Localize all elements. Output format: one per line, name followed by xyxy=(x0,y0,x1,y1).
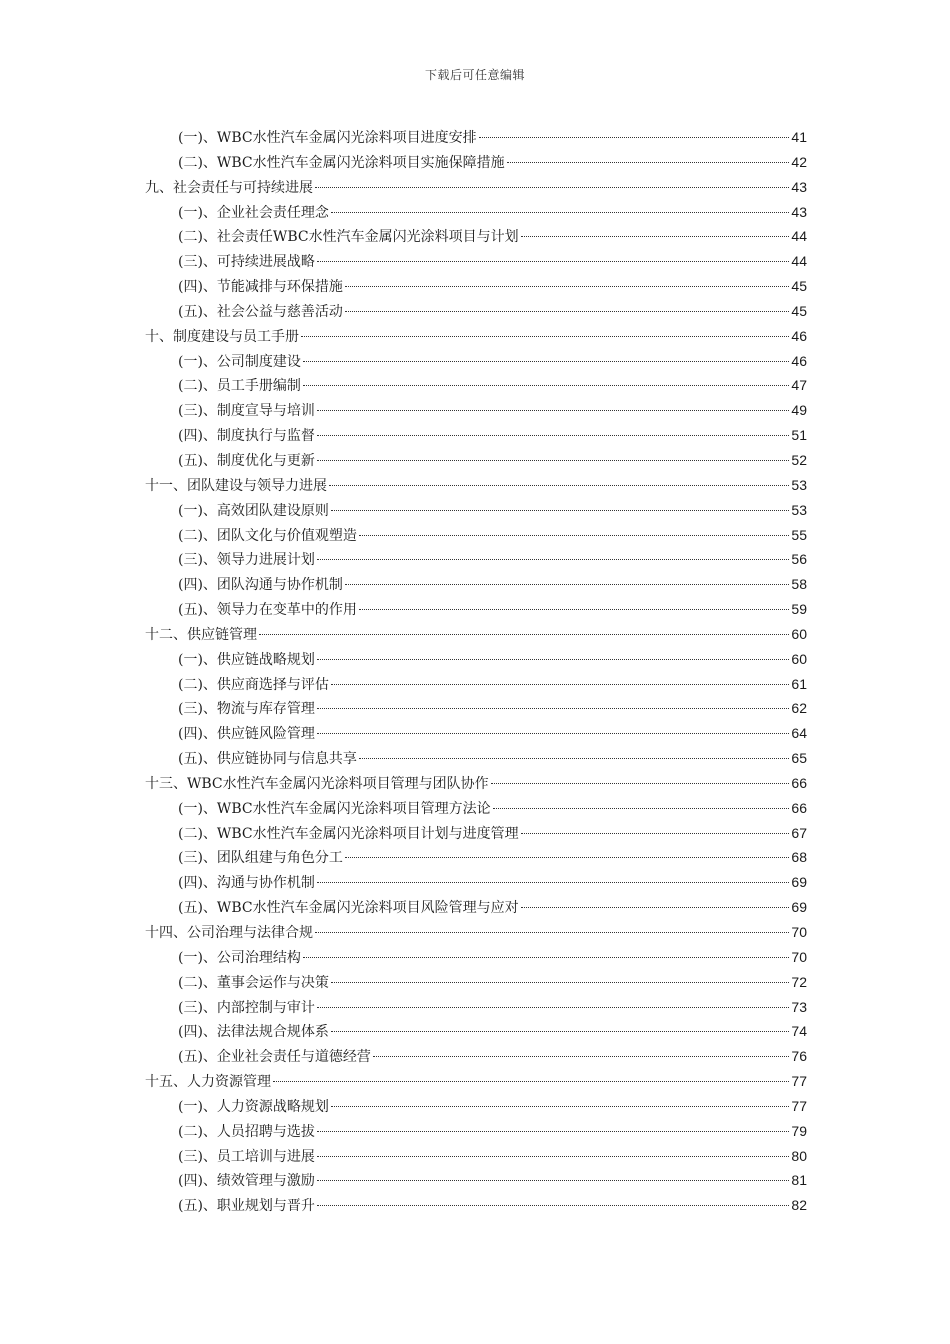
toc-section-entry[interactable] xyxy=(145,647,807,672)
toc-page-number: 44 xyxy=(791,253,807,270)
toc-entry-title: (四)、法律法规合规体系 xyxy=(178,1024,329,1041)
toc-dot-leader xyxy=(521,907,790,908)
toc-page-number: 60 xyxy=(791,625,807,642)
toc-entry-title: (五)、制度优化与更新 xyxy=(178,452,315,469)
toc-entry-title: (一)、企业社会责任理念 xyxy=(178,204,329,221)
toc-page-number: 64 xyxy=(791,725,807,742)
toc-entry-title: (四)、绩效管理与激励 xyxy=(178,1173,315,1190)
toc-entry-title: (四)、制度执行与监督 xyxy=(178,428,315,445)
toc-dot-leader xyxy=(315,932,789,933)
toc-page-number: 46 xyxy=(791,352,807,369)
toc-section-entry[interactable] xyxy=(145,398,807,423)
toc-page-number: 62 xyxy=(791,700,807,717)
toc-entry-title: 九、社会责任与可持续进展 xyxy=(145,179,313,196)
toc-entry-title: (三)、可持续进展战略 xyxy=(178,254,315,271)
toc-dot-leader xyxy=(317,882,789,883)
toc-entry-title: (三)、物流与库存管理 xyxy=(178,701,315,718)
toc-dot-leader xyxy=(317,1180,789,1181)
toc-page-number: 46 xyxy=(791,327,807,344)
toc-page-number: 58 xyxy=(791,576,807,593)
toc-entry-title: (一)、WBC水性汽车金属闪光涂料项目管理方法论 xyxy=(178,800,491,817)
toc-dot-leader xyxy=(317,1007,789,1008)
toc-page-number: 77 xyxy=(791,1073,807,1090)
toc-page-number: 49 xyxy=(791,402,807,419)
toc-entry-title: (四)、团队沟通与协作机制 xyxy=(178,577,343,594)
toc-section-entry[interactable] xyxy=(145,721,807,746)
toc-dot-leader xyxy=(521,833,790,834)
toc-entry-title: (五)、供应链协同与信息共享 xyxy=(178,751,357,768)
toc-section-entry[interactable] xyxy=(145,672,807,697)
toc-chapter-entry[interactable] xyxy=(145,473,807,498)
toc-entry-title: (四)、沟通与协作机制 xyxy=(178,875,315,892)
toc-entry-title: (二)、WBC水性汽车金属闪光涂料项目计划与进度管理 xyxy=(178,825,519,842)
toc-entry-title: (一)、供应链战略规划 xyxy=(178,651,315,668)
toc-page-number: 45 xyxy=(791,302,807,319)
toc-dot-leader xyxy=(301,336,789,337)
toc-page-number: 67 xyxy=(791,824,807,841)
toc-dot-leader xyxy=(317,261,789,262)
toc-section-entry[interactable] xyxy=(145,870,807,895)
toc-section-entry[interactable] xyxy=(145,895,807,920)
toc-entry-title: (二)、员工手册编制 xyxy=(178,378,301,395)
toc-chapter-entry[interactable] xyxy=(145,175,807,200)
toc-section-entry[interactable] xyxy=(145,1144,807,1169)
toc-page-number: 70 xyxy=(791,948,807,965)
toc-page-number: 73 xyxy=(791,998,807,1015)
toc-section-entry[interactable] xyxy=(145,448,807,473)
toc-chapter-entry[interactable] xyxy=(145,622,807,647)
toc-dot-leader xyxy=(317,559,789,560)
toc-entry-title: 十、制度建设与员工手册 xyxy=(145,328,299,345)
table-of-contents xyxy=(145,125,807,1218)
toc-entry-title: (五)、社会公益与慈善活动 xyxy=(178,303,343,320)
toc-section-entry[interactable] xyxy=(145,249,807,274)
toc-page-number: 41 xyxy=(791,129,807,145)
toc-entry-title: (五)、WBC水性汽车金属闪光涂料项目风险管理与应对 xyxy=(178,900,519,917)
toc-dot-leader xyxy=(331,684,789,685)
toc-entry-title: (一)、高效团队建设原则 xyxy=(178,502,329,519)
toc-dot-leader xyxy=(317,410,789,411)
toc-page-number: 82 xyxy=(791,1197,807,1214)
toc-section-entry[interactable] xyxy=(145,423,807,448)
toc-page-number: 66 xyxy=(791,774,807,791)
toc-section-entry[interactable] xyxy=(145,373,807,398)
toc-dot-leader xyxy=(331,510,789,511)
toc-section-entry[interactable] xyxy=(145,845,807,870)
toc-section-entry[interactable] xyxy=(145,1193,807,1218)
toc-dot-leader xyxy=(345,286,789,287)
toc-section-entry[interactable] xyxy=(145,995,807,1020)
toc-page-number: 74 xyxy=(791,1023,807,1040)
toc-entry-title: (一)、公司治理结构 xyxy=(178,949,301,966)
toc-dot-leader xyxy=(329,485,789,486)
toc-dot-leader xyxy=(317,733,789,734)
toc-dot-leader xyxy=(317,1205,789,1206)
toc-dot-leader xyxy=(273,1081,789,1082)
toc-page-number: 44 xyxy=(791,228,807,245)
toc-section-entry[interactable] xyxy=(145,746,807,771)
toc-section-entry[interactable] xyxy=(145,945,807,970)
toc-section-entry[interactable] xyxy=(145,1119,807,1144)
toc-entry-title: 十二、供应链管理 xyxy=(145,626,257,643)
toc-section-entry[interactable] xyxy=(145,274,807,299)
toc-page-number: 76 xyxy=(791,1048,807,1065)
toc-section-entry[interactable] xyxy=(145,1168,807,1193)
toc-entry-title: (一)、人力资源战略规划 xyxy=(178,1098,329,1115)
toc-chapter-entry[interactable] xyxy=(145,771,807,796)
toc-entry-title: (四)、供应链风险管理 xyxy=(178,726,315,743)
toc-entry-title: (三)、领导力进展计划 xyxy=(178,552,315,569)
toc-page-number: 66 xyxy=(791,799,807,816)
toc-entry-title: (三)、制度宣导与培训 xyxy=(178,403,315,420)
toc-dot-leader xyxy=(303,361,789,362)
toc-page-number: 51 xyxy=(791,427,807,444)
toc-entry-title: (三)、内部控制与审计 xyxy=(178,999,315,1016)
toc-dot-leader xyxy=(317,1131,789,1132)
toc-page-number: 59 xyxy=(791,601,807,618)
toc-entry-title: 十一、团队建设与领导力进展 xyxy=(145,477,327,494)
toc-section-entry[interactable] xyxy=(145,821,807,846)
toc-page-number: 72 xyxy=(791,973,807,990)
toc-dot-leader xyxy=(317,659,789,660)
toc-section-entry[interactable] xyxy=(145,523,807,548)
toc-page-number: 69 xyxy=(791,899,807,916)
toc-page-number: 52 xyxy=(791,451,807,468)
toc-section-entry[interactable] xyxy=(145,1094,807,1119)
toc-entry-title: (五)、企业社会责任与道德经营 xyxy=(178,1049,371,1066)
toc-entry-title: (二)、供应商选择与评估 xyxy=(178,676,329,693)
toc-dot-leader xyxy=(331,212,789,213)
toc-entry-title: (二)、WBC水性汽车金属闪光涂料项目实施保障措施 xyxy=(178,154,505,171)
toc-dot-leader xyxy=(507,162,790,163)
toc-dot-leader xyxy=(331,1031,789,1032)
toc-page-number: 53 xyxy=(791,476,807,493)
toc-section-entry[interactable] xyxy=(145,970,807,995)
toc-entry-title: (四)、节能减排与环保措施 xyxy=(178,279,343,296)
toc-section-entry[interactable] xyxy=(145,547,807,572)
toc-section-entry[interactable] xyxy=(145,696,807,721)
toc-entry-title: 十三、WBC水性汽车金属闪光涂料项目管理与团队协作 xyxy=(145,775,489,792)
toc-section-entry[interactable] xyxy=(145,125,807,150)
toc-section-entry[interactable] xyxy=(145,349,807,374)
toc-page-number: 45 xyxy=(791,278,807,295)
toc-dot-leader xyxy=(493,808,790,809)
toc-dot-leader xyxy=(345,311,789,312)
toc-page-number: 60 xyxy=(791,650,807,667)
toc-page-number: 77 xyxy=(791,1097,807,1114)
toc-dot-leader xyxy=(317,708,789,709)
toc-page-number: 69 xyxy=(791,874,807,891)
toc-page-number: 79 xyxy=(791,1122,807,1139)
toc-section-entry[interactable] xyxy=(145,299,807,324)
toc-entry-title: 十四、公司治理与法律合规 xyxy=(145,925,313,941)
toc-entry-title: 十五、人力资源管理 xyxy=(145,1074,271,1091)
toc-dot-leader xyxy=(259,634,789,635)
toc-dot-leader xyxy=(317,1156,789,1157)
toc-entry-title: (三)、员工培训与进展 xyxy=(178,1148,315,1165)
toc-page-number: 43 xyxy=(791,203,807,220)
toc-page-number: 56 xyxy=(791,551,807,568)
toc-entry-title: (三)、团队组建与角色分工 xyxy=(178,850,343,867)
toc-chapter-entry[interactable] xyxy=(145,1069,807,1094)
toc-dot-leader xyxy=(331,982,789,983)
toc-dot-leader xyxy=(521,236,790,237)
toc-entry-title: (五)、职业规划与晋升 xyxy=(178,1198,315,1215)
toc-page-number: 42 xyxy=(791,153,807,170)
toc-dot-leader xyxy=(315,187,789,188)
toc-dot-leader xyxy=(491,783,790,784)
toc-page-number: 53 xyxy=(791,501,807,518)
toc-page-number: 81 xyxy=(791,1172,807,1189)
toc-page-number: 80 xyxy=(791,1147,807,1164)
toc-section-entry[interactable] xyxy=(145,200,807,225)
toc-section-entry[interactable] xyxy=(145,597,807,622)
toc-dot-leader xyxy=(373,1056,789,1057)
toc-entry-title: (二)、董事会运作与决策 xyxy=(178,974,329,991)
toc-section-entry[interactable] xyxy=(145,498,807,523)
toc-dot-leader xyxy=(479,137,790,138)
toc-entry-title: (一)、公司制度建设 xyxy=(178,353,301,370)
toc-section-entry[interactable] xyxy=(145,150,807,175)
toc-page-number: 55 xyxy=(791,526,807,543)
toc-page-number: 47 xyxy=(791,377,807,394)
toc-chapter-entry[interactable] xyxy=(145,920,807,945)
toc-dot-leader xyxy=(317,435,789,436)
toc-page-number: 70 xyxy=(791,924,807,940)
toc-entry-title: (五)、领导力在变革中的作用 xyxy=(178,602,357,619)
toc-dot-leader xyxy=(359,609,789,610)
toc-section-entry[interactable] xyxy=(145,1044,807,1069)
toc-dot-leader xyxy=(359,535,789,536)
toc-dot-leader xyxy=(303,385,789,386)
toc-section-entry[interactable] xyxy=(145,796,807,821)
toc-dot-leader xyxy=(345,584,789,585)
toc-dot-leader xyxy=(345,857,789,858)
toc-page-number: 43 xyxy=(791,178,807,195)
toc-entry-title: (一)、WBC水性汽车金属闪光涂料项目进度安排 xyxy=(178,130,477,146)
toc-chapter-entry[interactable] xyxy=(145,324,807,349)
toc-dot-leader xyxy=(303,957,789,958)
toc-entry-title: (二)、团队文化与价值观塑造 xyxy=(178,527,357,544)
toc-dot-leader xyxy=(317,460,789,461)
toc-entry-title: (二)、社会责任WBC水性汽车金属闪光涂料项目与计划 xyxy=(178,229,519,246)
toc-page-number: 61 xyxy=(791,675,807,692)
toc-dot-leader xyxy=(359,758,789,759)
toc-entry-title: (二)、人员招聘与选拔 xyxy=(178,1123,315,1140)
toc-page-number: 68 xyxy=(791,849,807,866)
toc-dot-leader xyxy=(331,1106,789,1107)
toc-page-number: 65 xyxy=(791,750,807,767)
toc-section-entry[interactable] xyxy=(145,572,807,597)
toc-section-entry[interactable] xyxy=(145,1019,807,1044)
page-header: 下载后可任意编辑 xyxy=(424,68,525,82)
toc-section-entry[interactable] xyxy=(145,224,807,249)
